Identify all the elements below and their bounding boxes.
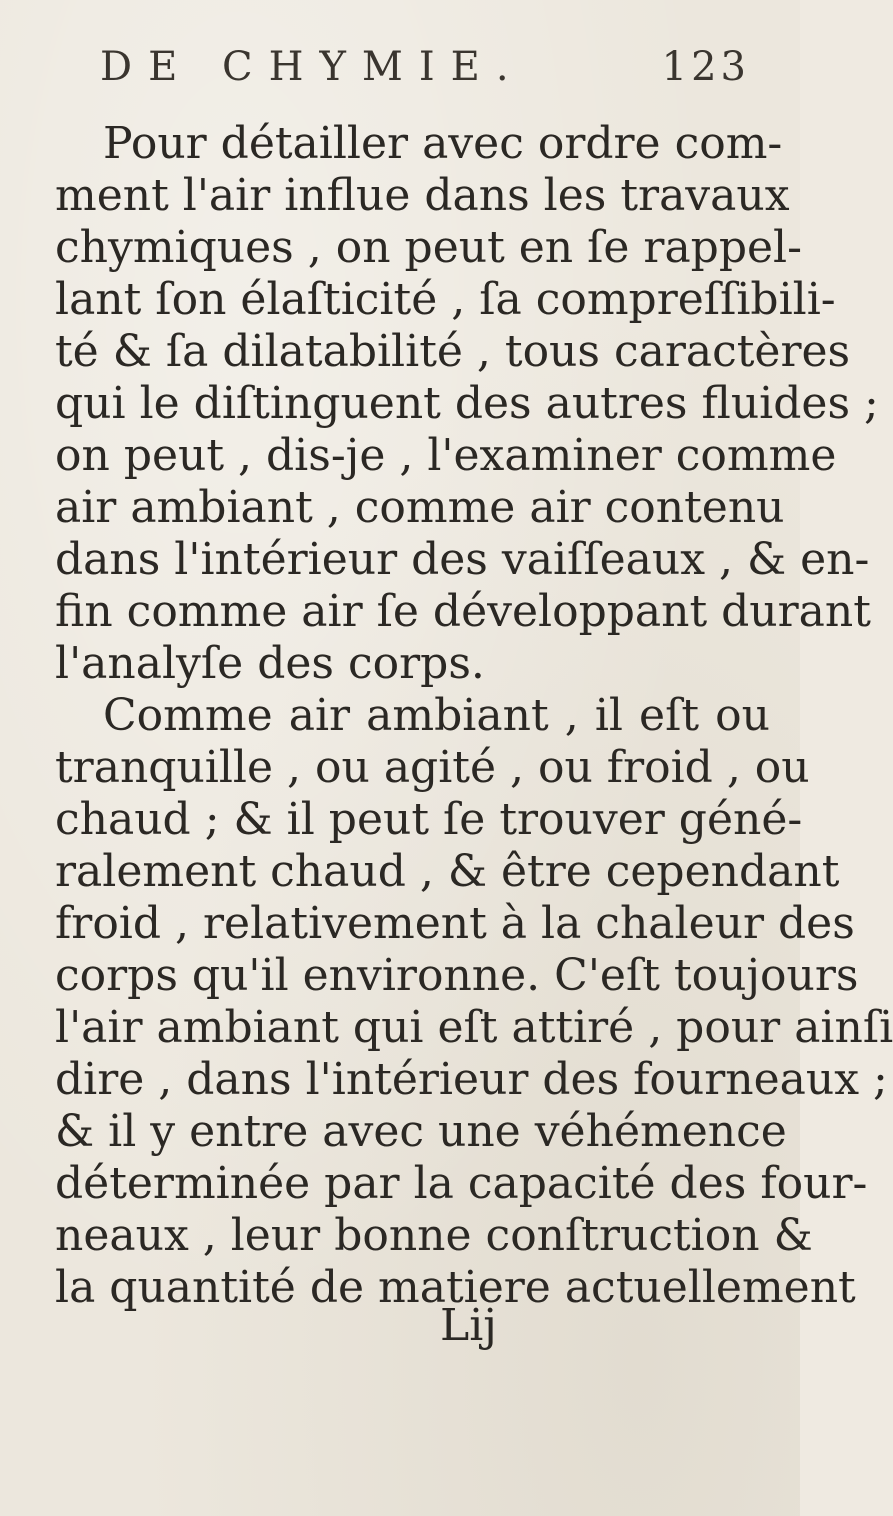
running-head-title: DE CHYMIE. bbox=[100, 44, 525, 90]
text-line: air ambiant , comme air contenu bbox=[55, 482, 785, 533]
text-line: Pour détailler avec ordre com- bbox=[103, 118, 783, 169]
text-line: ralement chaud , & être cependant bbox=[55, 846, 840, 897]
text-line: chaud ; & il peut ſe trouver géné- bbox=[55, 794, 803, 845]
text-line: on peut , dis-je , l'examiner comme bbox=[55, 430, 837, 481]
text-line: qui le diſtinguent des autres fluides ; bbox=[55, 378, 879, 429]
text-line: l'air ambiant qui eſt attiré , pour ainſi bbox=[55, 1002, 893, 1053]
running-head bbox=[0, 44, 800, 104]
text-line: tranquille , ou agité , ou froid , ou bbox=[55, 742, 810, 793]
text-line: neaux , leur bonne conſtruction & bbox=[55, 1210, 813, 1261]
text-line: l'analyſe des corps. bbox=[55, 638, 485, 689]
text-line: corps qu'il environne. C'eſt toujours bbox=[55, 950, 859, 1001]
text-line: dire , dans l'intérieur des fourneaux ; bbox=[55, 1054, 888, 1105]
text-line: lant ſon élaſticité , ſa compreſſibili- bbox=[55, 274, 836, 325]
text-line: fin comme air ſe développant durant bbox=[55, 586, 871, 637]
text-line: chymiques , on peut en ſe rappel- bbox=[55, 222, 802, 273]
body-text bbox=[55, 118, 893, 1314]
signature-mark: Lij bbox=[440, 1300, 497, 1351]
text-line: Comme air ambiant , il eſt ou bbox=[103, 690, 770, 741]
text-line: té & ſa dilatabilité , tous caractères bbox=[55, 326, 851, 377]
text-line: dans l'intérieur des vaiſſeaux , & en- bbox=[55, 534, 870, 585]
text-line: & il y entre avec une véhémence bbox=[55, 1106, 787, 1157]
text-line: ment l'air influe dans les travaux bbox=[55, 170, 790, 221]
page-number: 123 bbox=[661, 44, 750, 90]
text-line: la quantité de matiere actuellement bbox=[55, 1262, 856, 1313]
text-line: déterminée par la capacité des four- bbox=[55, 1158, 868, 1209]
text-line: froid , relativement à la chaleur des bbox=[55, 898, 855, 949]
